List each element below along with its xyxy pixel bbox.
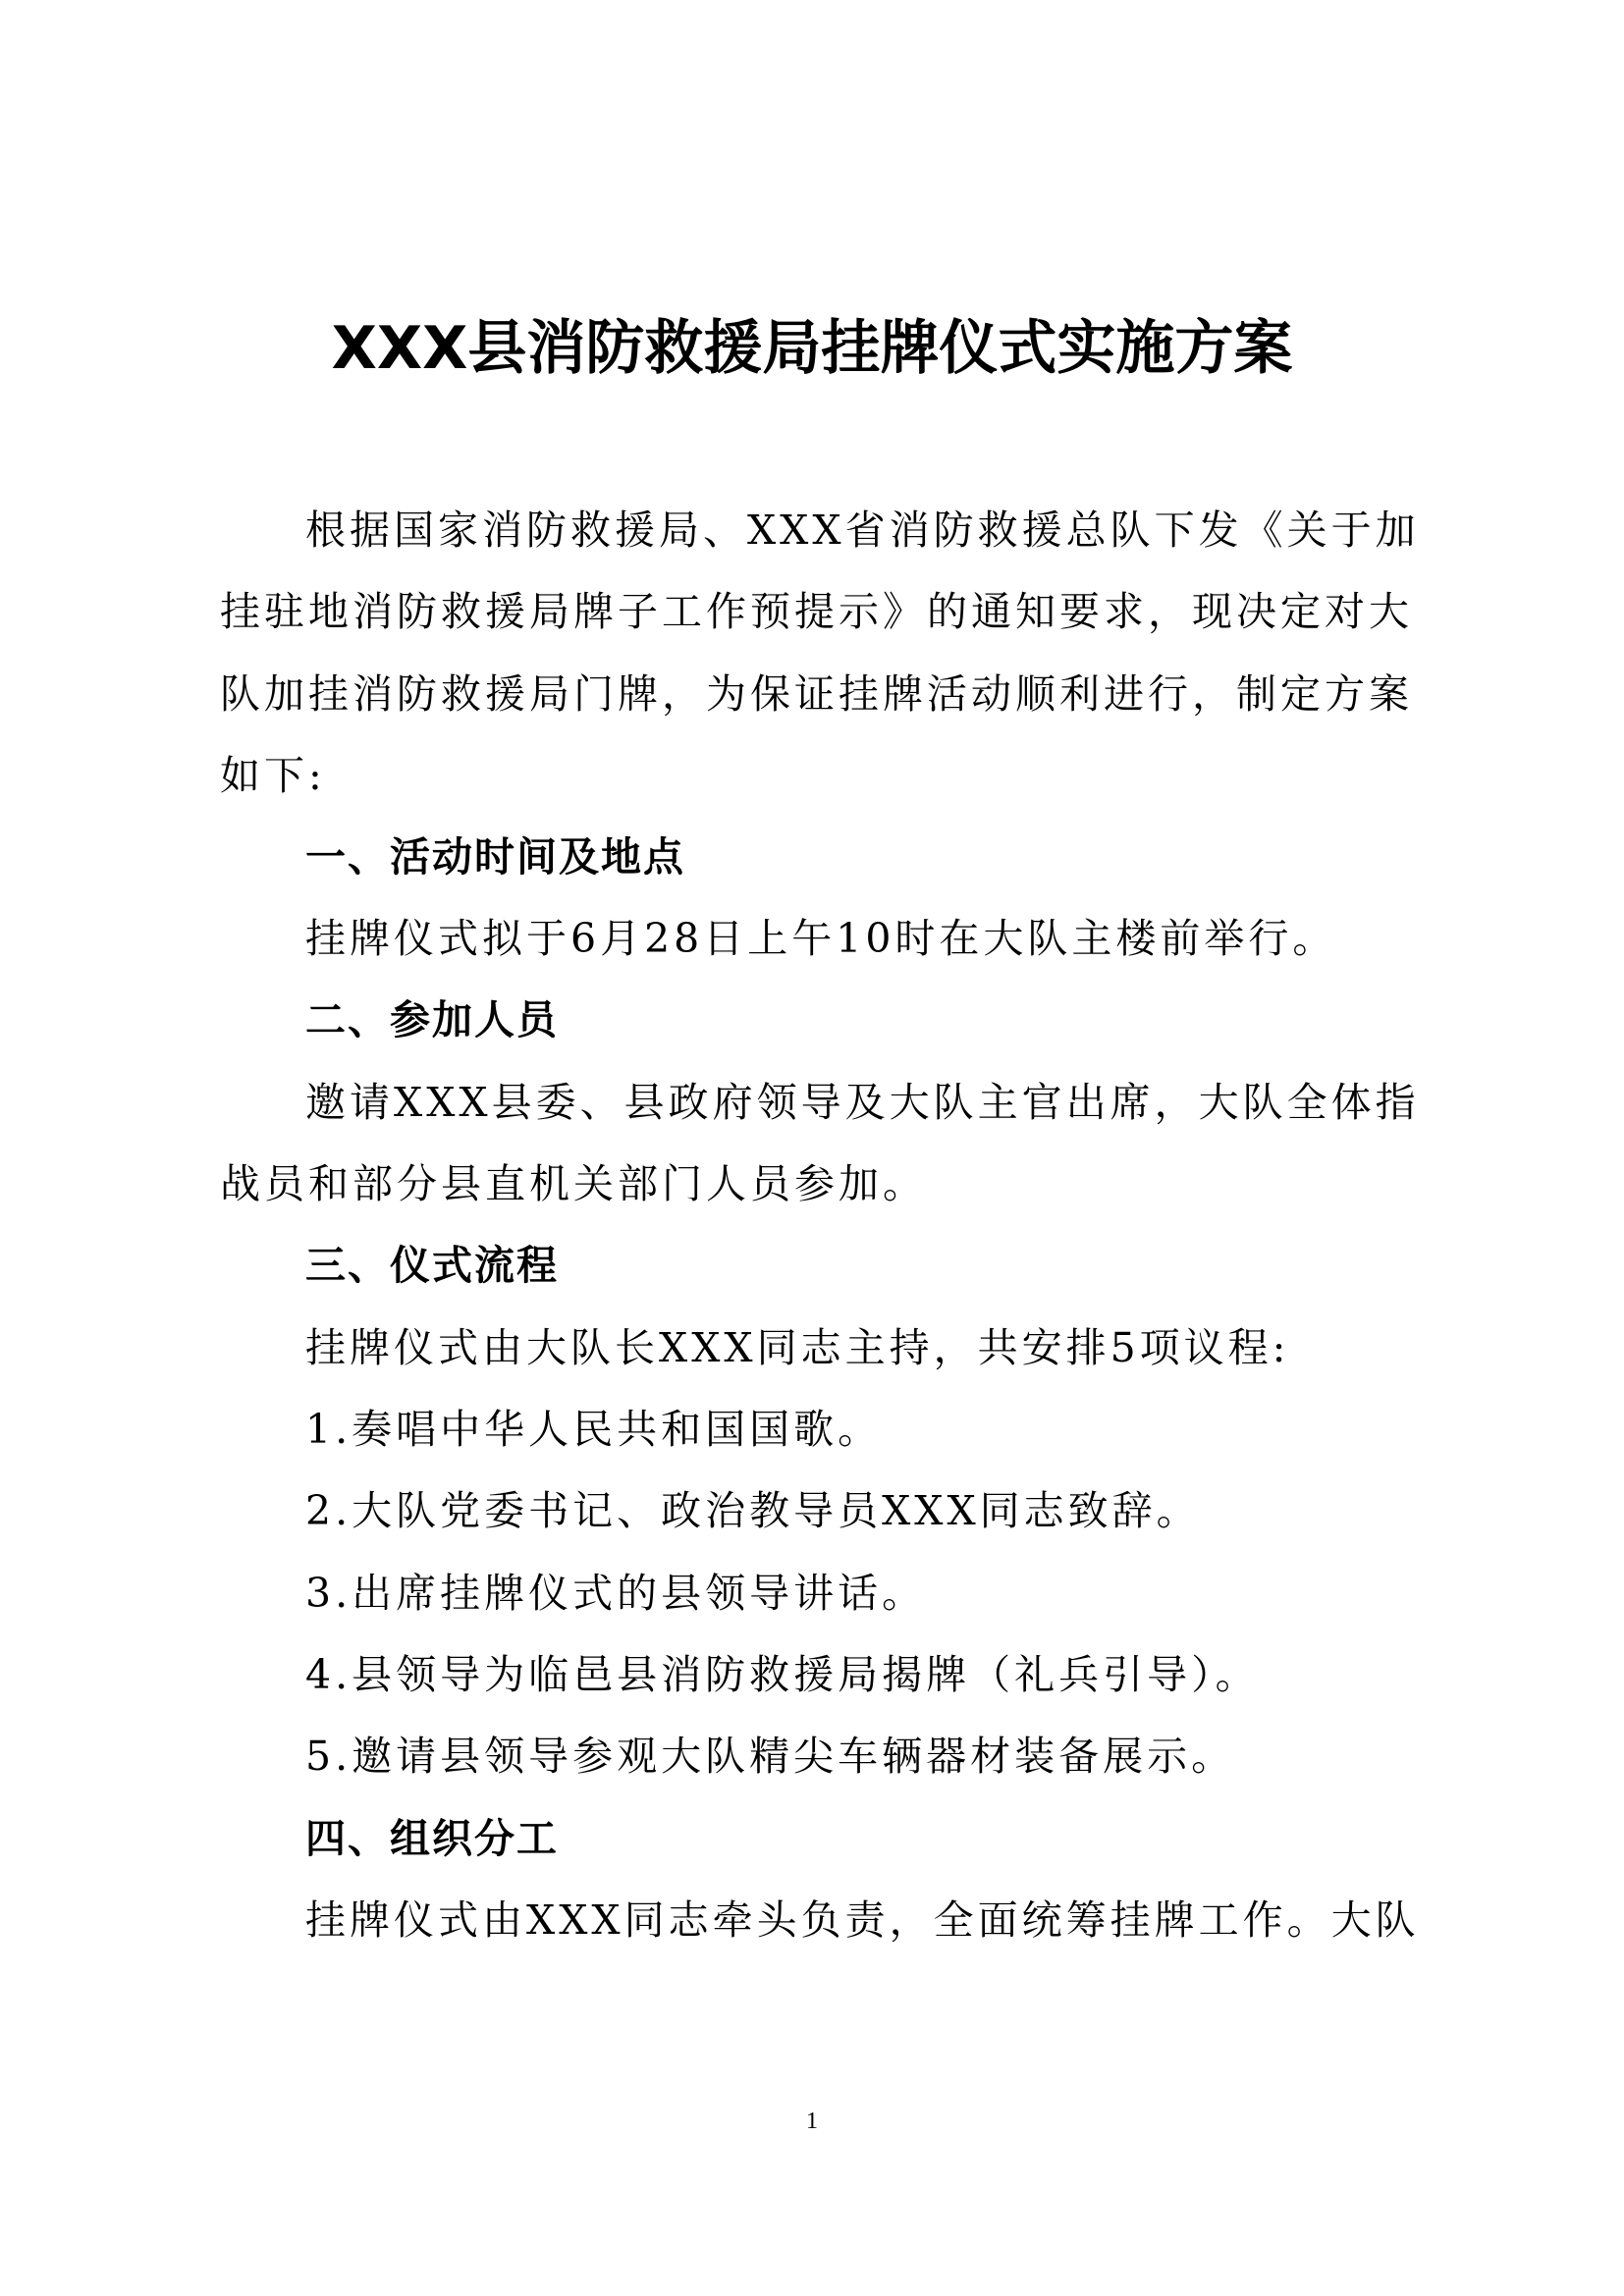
section-4-body: 挂牌仪式由XXX同志牵头负责，全面统筹挂牌工作。大队 — [305, 1896, 1420, 1944]
section-3-body: 挂牌仪式由大队长XXX同志主持，共安排5项议程: — [305, 1324, 1290, 1371]
intro-line-2: 挂驻地消防救援局牌子工作预提示》的通知要求，现决定对大 — [220, 588, 1413, 635]
agenda-item-1: 1.奏唱中华人民共和国国歌。 — [305, 1406, 883, 1453]
agenda-item-4: 4.县领导为临邑县消防救援局揭牌（礼兵引导）。 — [305, 1651, 1260, 1698]
intro-line-3: 队加挂消防救援局门牌，为保证挂牌活动顺利进行，制定方案 — [220, 670, 1413, 718]
document-title: XXX县消防救援局挂牌仪式实施方案 — [331, 314, 1293, 383]
section-1-heading: 一、活动时间及地点 — [305, 833, 685, 881]
section-2-heading: 二、参加人员 — [305, 996, 559, 1043]
section-2-body-line-2: 战员和部分县直机关部门人员参加。 — [220, 1160, 927, 1207]
section-3-heading: 三、仪式流程 — [305, 1242, 559, 1289]
intro-line-4: 如下: — [220, 752, 326, 799]
agenda-item-2: 2.大队党委书记、政治教导员XXX同志致辞。 — [305, 1487, 1201, 1534]
intro-line-1: 根据国家消防救援局、XXX省消防救援总队下发《关于加 — [305, 507, 1420, 554]
agenda-item-3: 3.出席挂牌仪式的县领导讲话。 — [305, 1570, 927, 1617]
section-2-body-line-1: 邀请XXX县委、县政府领导及大队主官出席，大队全体指 — [305, 1079, 1420, 1126]
agenda-item-5: 5.邀请县领导参观大队精尖车辆器材装备展示。 — [305, 1733, 1236, 1780]
page-number: 1 — [806, 2109, 818, 2134]
section-4-heading: 四、组织分工 — [305, 1815, 559, 1862]
section-1-body: 挂牌仪式拟于6月28日上午10时在大队主楼前举行。 — [305, 915, 1337, 962]
